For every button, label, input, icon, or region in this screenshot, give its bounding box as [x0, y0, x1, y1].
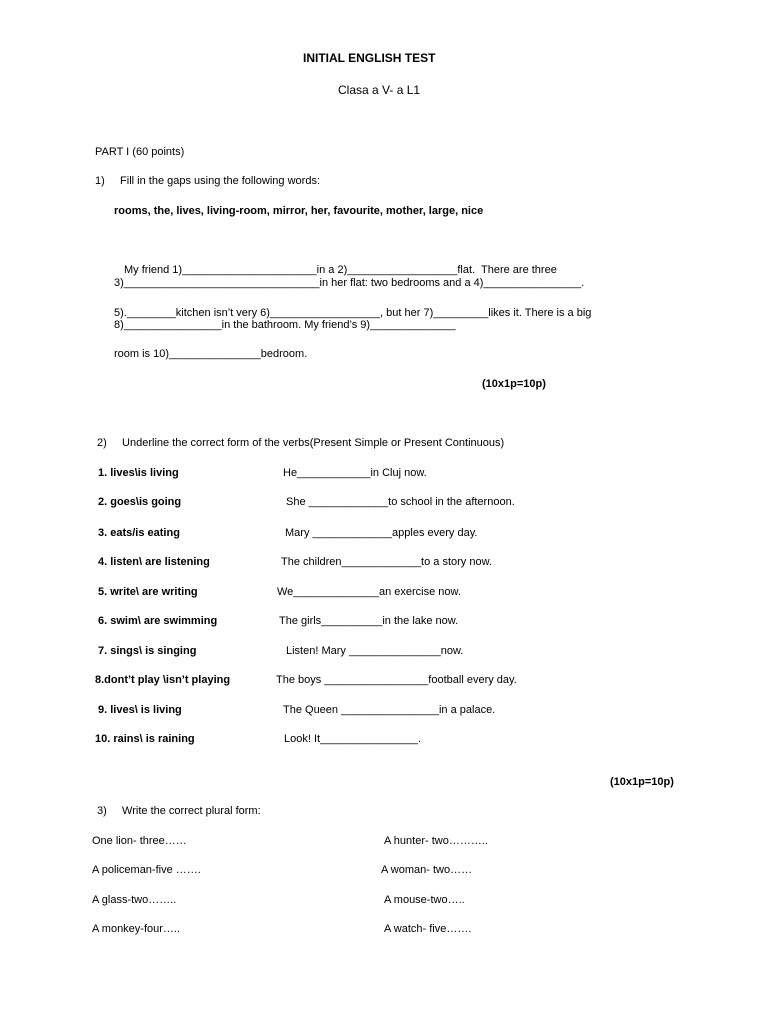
verb-sentence: He____________in Cluj now.: [283, 467, 427, 479]
gap-text-line: 8)________________in the bathroom. My friend’s 9)______________: [114, 319, 456, 331]
gap-text-line: My friend 1)______________________in a 2)__________________flat. There are three: [124, 264, 557, 276]
exercise-1-instruction: 1) Fill in the gaps using the following words:: [95, 175, 321, 187]
page-title: INITIAL ENGLISH TEST: [303, 51, 436, 65]
verb-option: 2. goes\is going: [98, 496, 182, 508]
plural-item: A policeman-five …….: [92, 864, 201, 876]
exercise-3-instruction: 3) Write the correct plural form:: [97, 805, 261, 817]
word-bank: rooms, the, lives, living-room, mirror, her, favourite, mother, large, nice: [114, 205, 484, 217]
gap-text-line: 5).________kitchen isn’t very 6)__________________, but her 7)_________likes it. There is a big: [114, 307, 592, 319]
verb-option: 1. lives\is living: [98, 467, 179, 479]
verb-sentence: Mary _____________apples every day.: [285, 527, 478, 539]
plural-item: A hunter- two………..: [384, 835, 488, 847]
gap-text-line: 3)________________________________in her flat: two bedrooms and a 4)________________.: [114, 277, 585, 289]
exercise-2-score: (10x1p=10p): [610, 776, 674, 788]
verb-sentence: Listen! Mary _______________now.: [286, 645, 464, 657]
verb-option: 9. lives\ is living: [98, 704, 182, 716]
verb-sentence: We______________an exercise now.: [277, 586, 461, 598]
verb-option: 7. sings\ is singing: [98, 645, 197, 657]
exercise-1-score: (10x1p=10p): [482, 378, 546, 390]
plural-item: A woman- two……: [381, 864, 473, 876]
plural-item: A glass-two……..: [92, 894, 177, 906]
exercise-2-instruction: 2) Underline the correct form of the verbs(Present Simple or Present Continuous): [97, 437, 505, 449]
verb-option: 6. swim\ are swimming: [98, 615, 218, 627]
verb-sentence: The Queen ________________in a palace.: [283, 704, 496, 716]
verb-sentence: The boys _________________football every day.: [276, 674, 517, 686]
plural-item: A watch- five…….: [384, 923, 472, 935]
verb-sentence: Look! It________________.: [284, 733, 422, 745]
verb-option: 5. write\ are writing: [98, 586, 198, 598]
verb-sentence: The children_____________to a story now.: [281, 556, 492, 568]
plural-item: One lion- three……: [92, 835, 187, 847]
plural-item: A mouse-two…..: [384, 894, 465, 906]
page-subtitle: Clasa a V- a L1: [338, 83, 421, 97]
verb-sentence: The girls__________in the lake now.: [279, 615, 459, 627]
verb-option: 8.dont’t play \isn’t playing: [95, 674, 231, 686]
verb-option: 4. listen\ are listening: [98, 556, 210, 568]
part-heading: PART I (60 points): [95, 146, 185, 158]
gap-text-line: room is 10)_______________bedroom.: [114, 348, 308, 360]
verb-option: 3. eats/is eating: [98, 527, 180, 539]
verb-sentence: She _____________to school in the afternoon.: [286, 496, 515, 508]
plural-item: A monkey-four…..: [92, 923, 181, 935]
verb-option: 10. rains\ is raining: [95, 733, 195, 745]
